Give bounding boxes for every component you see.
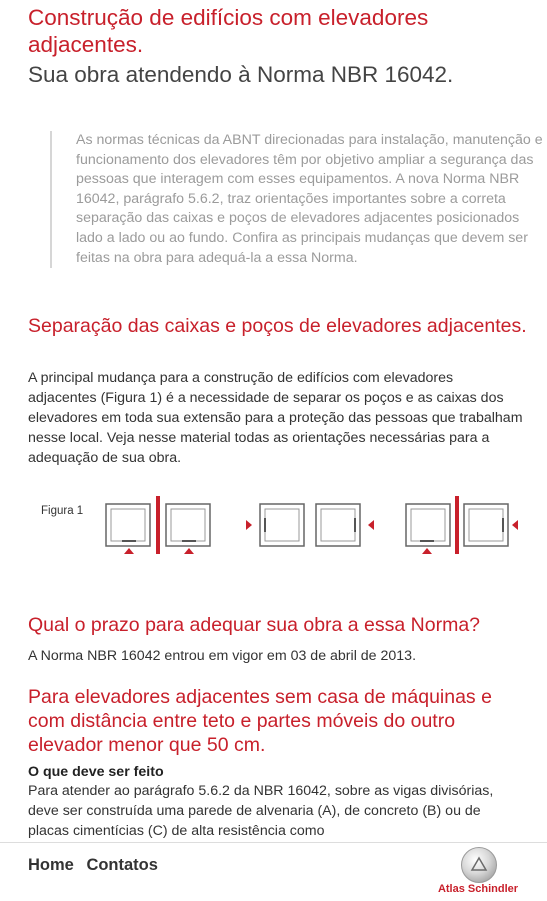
figure-1-diagram — [100, 490, 520, 562]
section-heading-deadline: Qual o prazo para adequar sua obra a essa Norma? — [28, 614, 481, 636]
shaft-group-1 — [106, 496, 210, 554]
logo-text: Atlas Schindler — [437, 883, 519, 895]
page-title: Construção de edifícios com elevadores adjacentes. — [28, 5, 429, 57]
intro-quote: As normas técnicas da ABNT direcionadas para instalação, manutenção e funcionamento dos elevadores têm por objetivo ampliar a segurança das pessoas que interagem com esses equipamentos. A nova Norma NBR 16042, parágrafo 5.6.2, traz orientações importantes sobre a correta separação das caixas e poços de elevadores adjacentes posicionados lado a lado ou ao fundo. Confira as principais mudanças que devem ser feitas na obra para adequá-la a essa Norma. — [50, 131, 546, 268]
section-body-deadline: A Norma NBR 16042 entrou em vigor em 03 de abril de 2013. — [28, 648, 417, 664]
logo-emblem-icon — [461, 847, 497, 883]
section-heading-separation: Separação das caixas e poços de elevadores adjacentes. — [28, 315, 527, 337]
section-subheading-what-to-do: O que deve ser feito — [28, 764, 164, 780]
atlas-schindler-logo[interactable] — [432, 847, 522, 897]
nav-contacts-link[interactable]: Contatos — [86, 856, 158, 874]
footer-nav — [28, 856, 166, 875]
section-heading-no-machine-room: Para elevadores adjacentes sem casa de máquinas e com distância entre teto e partes móveis do outro elevador menor que 50 cm. — [28, 686, 492, 756]
page-subtitle: Sua obra atendendo à Norma NBR 16042. — [28, 62, 454, 87]
shaft-group-2 — [246, 504, 374, 546]
figure-label: Figura 1 — [41, 505, 84, 517]
section-body-what-to-do: Para atender ao parágrafo 5.6.2 da NBR 16042, sobre as vigas divisórias, deve ser construída uma parede de alvenaria (A), de concreto (B) ou de placas cimentícias (C) de alta resistência como — [28, 783, 494, 839]
nav-home-link[interactable]: Home — [28, 856, 74, 874]
footer-bar — [0, 842, 547, 901]
section-body-separation: A principal mudança para a construção de edifícios com elevadores adjacentes (Figura 1) é a necessidade de separar os poços e as caixas dos elevadores em toda sua extensão para a proteção das pessoas que trabalham nesse local. Veja nesse material todas as orientações necessárias para a adequação de sua obra. — [28, 370, 523, 466]
shaft-group-3 — [406, 496, 518, 554]
